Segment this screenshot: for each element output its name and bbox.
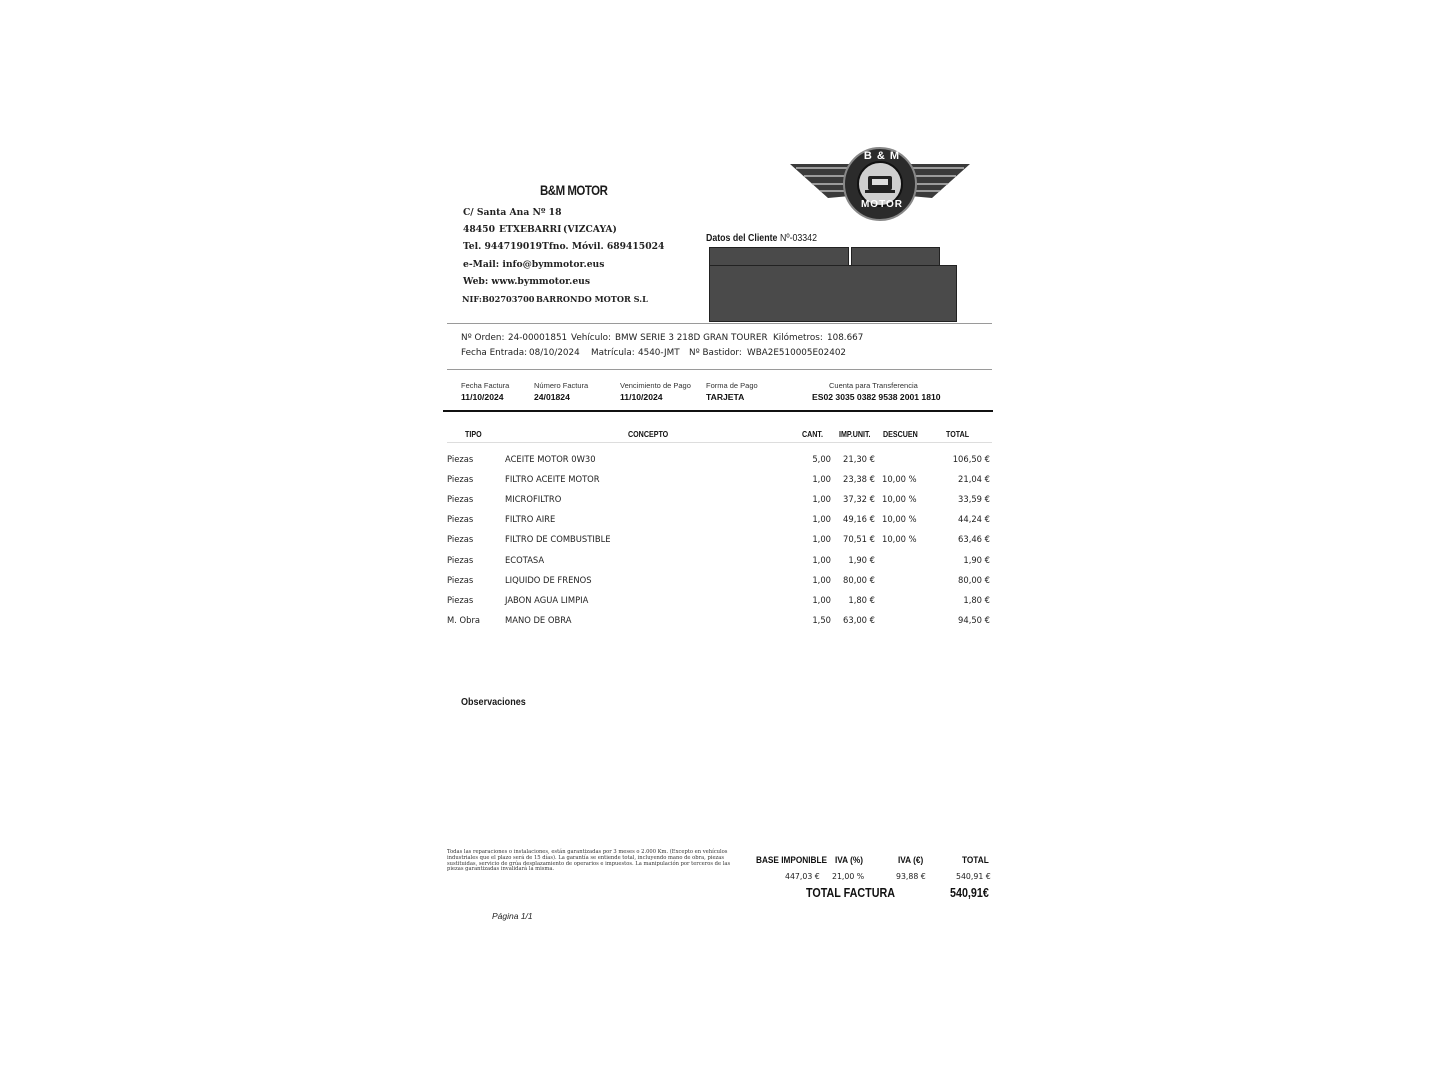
observations-label: Observaciones — [461, 696, 526, 708]
cell-total: 63,46 € — [958, 534, 990, 544]
cell-cant: 5,00 — [812, 454, 831, 464]
cell-unit: 37,32 € — [843, 494, 875, 504]
cell-concepto: JABON AGUA LIMPIA — [505, 595, 589, 605]
invoice-total: 540,91€ — [950, 886, 989, 900]
right-wing-icon — [910, 164, 970, 198]
frame-label: Nº Bastidor: — [689, 348, 742, 358]
cell-tipo: Piezas — [447, 555, 474, 565]
logo-bottom-text: MOTOR — [860, 199, 904, 210]
base-label: BASE IMPONIBLE — [756, 855, 828, 866]
company-email: e-Mail: info@bymmotor.eus — [463, 259, 605, 270]
order-number-label: Nº Orden: — [461, 333, 505, 343]
cell-unit: 1,80 € — [848, 595, 875, 605]
header-total: TOTAL — [946, 429, 970, 439]
plate-label: Matrícula: — [591, 348, 635, 358]
page-number: Página 1/1 — [492, 911, 533, 921]
car-badge-icon — [865, 176, 895, 193]
cell-unit: 49,16 € — [843, 514, 875, 524]
cell-cant: 1,00 — [812, 555, 831, 565]
cell-cant: 1,00 — [812, 595, 831, 605]
cell-unit: 63,00 € — [843, 615, 875, 625]
cell-total: 106,50 € — [952, 454, 990, 464]
cell-unit: 1,90 € — [848, 555, 875, 565]
invoice-total-label: TOTAL FACTURA — [806, 886, 895, 900]
company-nif: B02703700 — [482, 294, 535, 304]
cell-cant: 1,50 — [812, 615, 831, 625]
header-cant: CANT. — [802, 429, 823, 439]
cell-cant: 1,00 — [812, 494, 831, 504]
cell-unit: 80,00 € — [843, 575, 875, 585]
account-label: Cuenta para Transferencia — [829, 381, 918, 390]
redacted-block — [709, 247, 849, 267]
cell-concepto: ACEITE MOTOR 0W30 — [505, 454, 596, 464]
due-date: 11/10/2024 — [620, 392, 663, 402]
divider — [447, 323, 992, 324]
km-label: Kilómetros: — [773, 333, 823, 343]
divider — [447, 369, 992, 370]
cell-total: 33,59 € — [958, 494, 990, 504]
base-value: 447,03 € — [785, 872, 820, 881]
cell-total: 80,00 € — [958, 575, 990, 585]
company-web: Web: www.bymmotor.eus — [463, 276, 591, 287]
cell-tipo: Piezas — [447, 534, 474, 544]
client-number: Nº-03342 — [780, 233, 817, 244]
company-address: C/ Santa Ana Nº 18 — [463, 207, 562, 218]
left-wing-icon — [790, 164, 850, 198]
cell-total: 21,04 € — [958, 474, 990, 484]
company-province: (VIZCAYA) — [563, 224, 617, 235]
cell-tipo: M. Obra — [447, 615, 481, 625]
cell-tipo: Piezas — [447, 454, 474, 464]
cell-total: 94,50 € — [958, 615, 990, 625]
header-descuen: DESCUEN — [883, 429, 918, 439]
iva-eur-label: IVA (€) — [898, 855, 924, 866]
order-number: 24-00001851 — [508, 333, 568, 343]
account-number: ES02 3035 0382 9538 2001 1810 — [812, 392, 941, 402]
header-divider — [447, 442, 992, 443]
payment-method-label: Forma de Pago — [706, 381, 758, 390]
cell-total: 1,80 € — [963, 595, 990, 605]
cell-cant: 1,00 — [812, 514, 831, 524]
company-phone: Tel. 944719019 — [463, 241, 543, 252]
cell-tipo: Piezas — [447, 474, 474, 484]
company-legal-name: BARRONDO MOTOR S.L — [536, 294, 648, 304]
cell-desc: 10,00 % — [882, 534, 917, 544]
km: 108.667 — [827, 333, 864, 343]
cell-unit: 21,30 € — [843, 454, 875, 464]
cell-tipo: Piezas — [447, 595, 474, 605]
client-label: Datos del Cliente — [706, 233, 778, 244]
logo-top-text: B & M — [863, 150, 901, 162]
iva-pct-value: 21,00 % — [832, 872, 865, 881]
redacted-block — [851, 247, 940, 267]
cell-unit: 23,38 € — [843, 474, 875, 484]
total-value: 540,91 € — [956, 872, 991, 881]
iva-eur-value: 93,88 € — [896, 872, 926, 881]
cell-cant: 1,00 — [812, 534, 831, 544]
table-top-rule — [443, 410, 993, 412]
invoice-date: 11/10/2024 — [461, 392, 504, 402]
vehicle: BMW SERIE 3 218D GRAN TOURER — [615, 333, 768, 343]
cell-concepto: MANO DE OBRA — [505, 615, 572, 625]
company-mobile: Tfno. Móvil. 689415024 — [542, 241, 665, 252]
header-tipo: TIPO — [465, 429, 482, 439]
plate: 4540-JMT — [638, 348, 680, 358]
entry-date: 08/10/2024 — [529, 348, 580, 358]
cell-desc: 10,00 % — [882, 494, 917, 504]
cell-cant: 1,00 — [812, 474, 831, 484]
cell-cant: 1,00 — [812, 575, 831, 585]
cell-desc: 10,00 % — [882, 474, 917, 484]
cell-tipo: Piezas — [447, 575, 474, 585]
entry-date-label: Fecha Entrada: — [461, 348, 528, 358]
cell-tipo: Piezas — [447, 514, 474, 524]
cell-total: 44,24 € — [958, 514, 990, 524]
cell-unit: 70,51 € — [843, 534, 875, 544]
cell-concepto: FILTRO DE COMBUSTIBLE — [505, 534, 611, 544]
frame: WBA2E510005E02402 — [747, 348, 847, 358]
company-city: ETXEBARRI — [499, 224, 562, 235]
cell-concepto: FILTRO ACEITE MOTOR — [505, 474, 600, 484]
due-date-label: Vencimiento de Pago — [620, 381, 691, 390]
cell-desc: 10,00 % — [882, 514, 917, 524]
header-imp-unit: IMP.UNIT. — [839, 429, 871, 439]
company-postal-code: 48450 — [463, 224, 495, 235]
cell-concepto: MICROFILTRO — [505, 494, 562, 504]
company-name: B&M MOTOR — [540, 182, 608, 198]
cell-tipo: Piezas — [447, 494, 474, 504]
cell-concepto: LIQUIDO DE FRENOS — [505, 575, 592, 585]
total-label: TOTAL — [962, 855, 989, 866]
invoice-number-label: Número Factura — [534, 381, 589, 390]
redacted-block — [709, 265, 957, 322]
iva-pct-label: IVA (%) — [835, 855, 863, 866]
legal-text: Todas las reparaciones o instalaciones, están garantizadas por 3 meses o 2.000 Km. (Excepto en vehículos industriales que el plazo será de 15 días). La garantía se entiende total, incluyendo mano de obra, piezas sustituidas, servicio de grúa desplazamiento de operarios e impuestos. La manipulación por terceros de las piezas garantizadas invalidará la misma. — [447, 849, 731, 873]
company-nif-label: NIF: — [462, 294, 482, 304]
invoice-date-label: Fecha Factura — [461, 381, 510, 390]
cell-total: 1,90 € — [963, 555, 990, 565]
cell-concepto: FILTRO AIRE — [505, 514, 556, 524]
vehicle-label: Vehículo: — [571, 333, 611, 343]
cell-concepto: ECOTASA — [505, 555, 545, 565]
payment-method: TARJETA — [706, 392, 745, 402]
invoice-number: 24/01824 — [534, 392, 570, 402]
header-concepto: CONCEPTO — [628, 429, 669, 439]
